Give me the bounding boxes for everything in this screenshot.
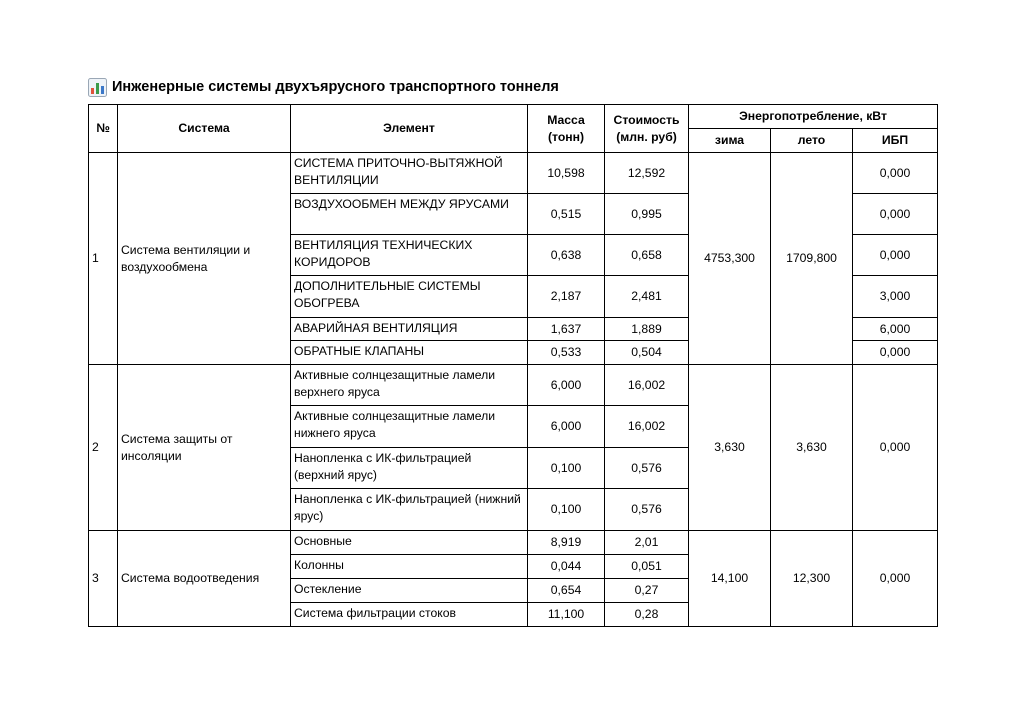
element-name: СИСТЕМА ПРИТОЧНО-ВЫТЯЖНОЙ ВЕНТИЛЯЦИИ — [291, 153, 528, 194]
mass-value: 6,000 — [528, 406, 605, 448]
cost-value: 0,576 — [605, 489, 689, 531]
cost-value: 0,051 — [605, 555, 689, 579]
element-name: Активные солнцезащитные ламели нижнего яруса — [291, 406, 528, 448]
element-name: Основные — [291, 531, 528, 555]
mass-value: 0,638 — [528, 235, 605, 276]
element-name: Остекление — [291, 579, 528, 603]
bar-chart-icon — [88, 78, 107, 97]
mass-value: 0,100 — [528, 448, 605, 489]
mass-value: 0,100 — [528, 489, 605, 531]
summer-value: 12,300 — [771, 531, 853, 627]
cost-value: 0,504 — [605, 341, 689, 365]
winter-value: 14,100 — [689, 531, 771, 627]
cost-value: 1,889 — [605, 318, 689, 341]
table-row — [89, 365, 938, 406]
cost-value: 0,27 — [605, 579, 689, 603]
element-name: АВАРИЙНАЯ ВЕНТИЛЯЦИЯ — [291, 318, 528, 341]
header-ups: ИБП — [853, 129, 938, 153]
mass-value: 10,598 — [528, 153, 605, 194]
cost-value: 16,002 — [605, 365, 689, 406]
mass-value: 0,533 — [528, 341, 605, 365]
summer-value: 3,630 — [771, 365, 853, 531]
element-name: Нанопленка с ИК-фильтрацией (нижний ярус) — [291, 489, 528, 531]
element-name: ДОПОЛНИТЕЛЬНЫЕ СИСТЕМЫ ОБОГРЕВА — [291, 276, 528, 318]
mass-value: 6,000 — [528, 365, 605, 406]
winter-value: 3,630 — [689, 365, 771, 531]
cost-value: 2,481 — [605, 276, 689, 318]
cost-value: 12,592 — [605, 153, 689, 194]
table-row — [89, 531, 938, 555]
mass-value: 11,100 — [528, 603, 605, 627]
mass-value: 1,637 — [528, 318, 605, 341]
cost-value: 0,658 — [605, 235, 689, 276]
title-text: Инженерные системы двухъярусного транспортного тоннеля — [112, 79, 559, 95]
mass-value: 2,187 — [528, 276, 605, 318]
header-mass: Масса (тонн) — [528, 105, 605, 153]
element-name: Система фильтрации стоков — [291, 603, 528, 627]
ups-value: 0,000 — [853, 153, 938, 194]
cost-value: 0,995 — [605, 194, 689, 235]
page-title — [88, 76, 559, 98]
ups-value: 0,000 — [853, 194, 938, 235]
summer-value: 1709,800 — [771, 153, 853, 365]
table-row — [89, 153, 938, 194]
element-name: Колонны — [291, 555, 528, 579]
cost-value: 0,576 — [605, 448, 689, 489]
ups-value: 6,000 — [853, 318, 938, 341]
element-name: ВОЗДУХООБМЕН МЕЖДУ ЯРУСАМИ — [291, 194, 528, 235]
header-summer: лето — [771, 129, 853, 153]
mass-value: 0,654 — [528, 579, 605, 603]
cost-value: 2,01 — [605, 531, 689, 555]
system-name: Система водоотведения — [118, 531, 291, 627]
header-element: Элемент — [291, 105, 528, 153]
element-name: ОБРАТНЫЕ КЛАПАНЫ — [291, 341, 528, 365]
header-winter: зима — [689, 129, 771, 153]
mass-value: 8,919 — [528, 531, 605, 555]
row-number: 2 — [89, 365, 118, 531]
element-name: Активные солнцезащитные ламели верхнего яруса — [291, 365, 528, 406]
ups-value: 0,000 — [853, 235, 938, 276]
row-number: 3 — [89, 531, 118, 627]
systems-table — [88, 104, 938, 627]
winter-value: 4753,300 — [689, 153, 771, 365]
row-number: 1 — [89, 153, 118, 365]
system-name: Система защиты от инсоляции — [118, 365, 291, 531]
cost-value: 16,002 — [605, 406, 689, 448]
header-no: № — [89, 105, 118, 153]
header-system: Система — [118, 105, 291, 153]
ups-value: 3,000 — [853, 276, 938, 318]
cost-value: 0,28 — [605, 603, 689, 627]
ups-value: 0,000 — [853, 365, 938, 531]
header-cost: Стоимость (млн. руб) — [605, 105, 689, 153]
mass-value: 0,044 — [528, 555, 605, 579]
header-energy: Энергопотребление, кВт — [689, 105, 938, 129]
ups-value: 0,000 — [853, 531, 938, 627]
system-name: Система вентиляции и воздухообмена — [118, 153, 291, 365]
ups-value: 0,000 — [853, 341, 938, 365]
element-name: Нанопленка с ИК-фильтрацией (верхний ярус) — [291, 448, 528, 489]
element-name: ВЕНТИЛЯЦИЯ ТЕХНИЧЕСКИХ КОРИДОРОВ — [291, 235, 528, 276]
mass-value: 0,515 — [528, 194, 605, 235]
